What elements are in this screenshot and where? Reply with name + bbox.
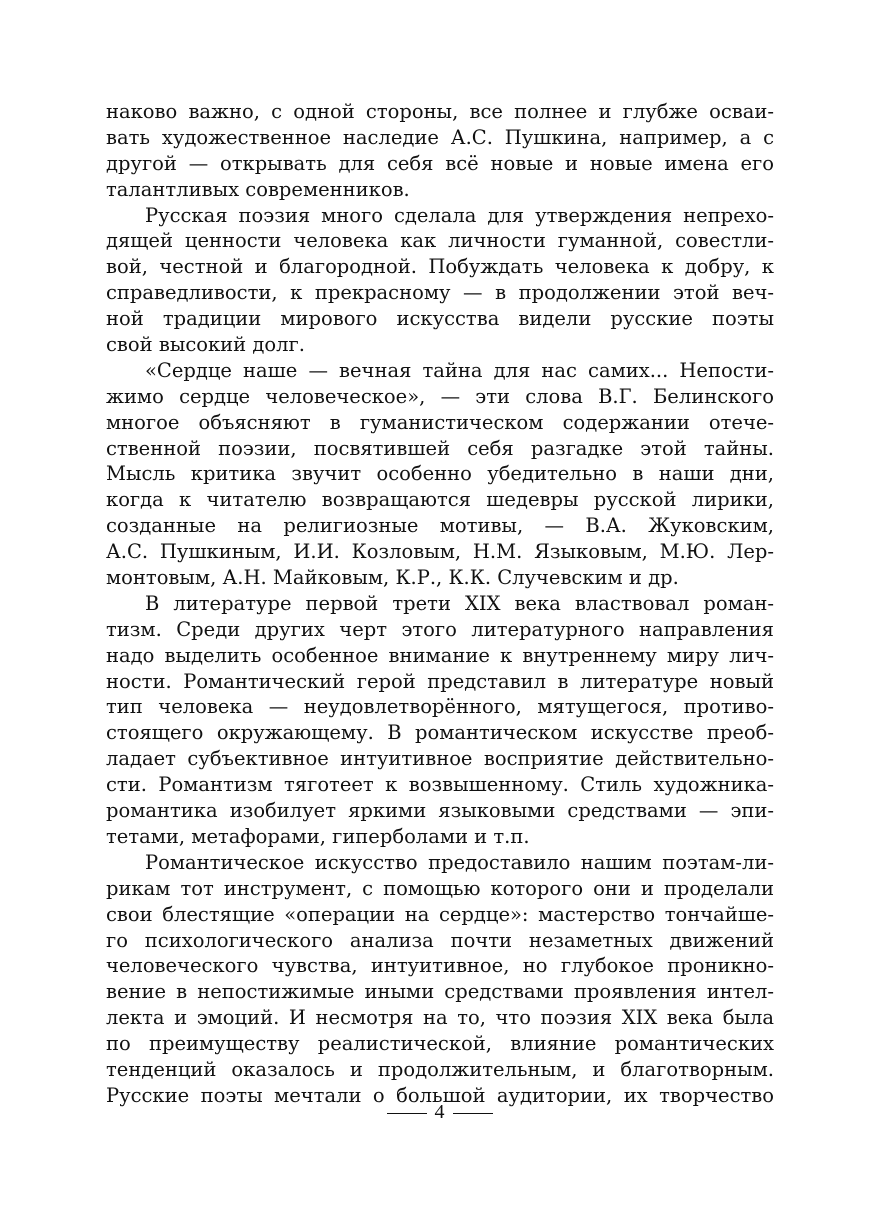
- text-line: ственной поэзии, посвятившей себя разгадке этой тайны.: [106, 436, 774, 460]
- right-dash-rule: [453, 1113, 493, 1114]
- text-line: вение в непостижимые иными средствами проявления интел-: [106, 980, 774, 1004]
- text-line: лекта и эмоций. И несмотря на то, что поэзия XIX века была: [106, 1006, 774, 1030]
- text-line: человеческого чувства, интуитивное, но глубокое проникно-: [106, 954, 774, 978]
- text-line: сти. Романтизм тяготеет к возвышенному. Стиль художника-: [106, 773, 774, 797]
- text-line: тетами, метафорами, гиперболами и т.п.: [106, 824, 530, 848]
- text-line: Русские поэты мечтали о большой аудитории, их творчество: [106, 1083, 774, 1107]
- text-line: рикам тот инструмент, с помощью которого они и проделали: [106, 876, 774, 900]
- text-line: «Сердце наше — вечная тайна для нас самих... Непости-: [145, 358, 774, 382]
- text-line: свой высокий долг.: [106, 333, 305, 357]
- text-line: наково важно, с одной стороны, все полнее и глубже осваи-: [106, 100, 774, 123]
- text-line: надо выделить особенное внимание к внутреннему миру лич-: [106, 643, 774, 667]
- text-line: А.С. Пушкиным, И.И. Козловым, Н.М. Языковым, М.Ю. Лер-: [106, 540, 774, 564]
- text-line: Романтическое искусство предоставило нашим поэтам-ли-: [145, 850, 774, 874]
- left-dash-rule: [387, 1113, 427, 1114]
- text-line: многое объясняют в гуманистическом содержании отече-: [106, 410, 774, 434]
- page-number: 4: [434, 1101, 445, 1123]
- text-line: ладает субъективное интуитивное восприятие действительно-: [106, 747, 774, 771]
- page-body-text: [106, 99, 774, 1109]
- text-line: свои блестящие «операции на сердце»: мастерство тончайше-: [106, 902, 774, 926]
- page-number-footer: [0, 1100, 879, 1124]
- text-line: монтовым, А.Н. Майковым, К.Р., К.К. Случевским и др.: [106, 566, 679, 590]
- text-line: тизм. Среди других черт этого литературного направления: [106, 617, 774, 641]
- text-line: другой — открывать для себя всё новые и новые имена его: [106, 151, 774, 175]
- text-line: талантливых современников.: [106, 177, 410, 201]
- text-line: ной традиции мирового искусства видели русские поэты: [106, 307, 774, 331]
- text-line: Мысль критика звучит особенно убедительно в наши дни,: [106, 462, 774, 486]
- text-line: вать художественное наследие А.С. Пушкина, например, а с: [106, 125, 774, 149]
- text-line: дящей ценности человека как личности гуманной, совестли-: [106, 229, 774, 253]
- text-line: вой, честной и благородной. Побуждать человека к добру, к: [106, 255, 774, 279]
- text-line: ности. Романтический герой представил в литературе новый: [106, 669, 774, 693]
- text-line: го психологического анализа почти незаметных движений: [106, 928, 774, 952]
- text-line: В литературе первой трети XIX века властвовал роман-: [145, 591, 774, 615]
- text-line: тенденций оказалось и продолжительным, и благотворным.: [106, 1057, 774, 1081]
- text-line: тип человека — неудовлетворённого, мятущегося, противо-: [106, 695, 774, 719]
- text-line: по преимуществу реалистической, влияние романтических: [106, 1032, 774, 1056]
- text-line: стоящего окружающему. В романтическом искусстве преоб-: [106, 721, 774, 745]
- text-line: романтика изобилует яркими языковыми средствами — эпи-: [106, 799, 774, 823]
- text-line: когда к читателю возвращаются шедевры русской лирики,: [106, 488, 774, 512]
- text-line: жимо сердце человеческое», — эти слова В.Г. Белинского: [106, 384, 774, 408]
- text-line: Русская поэзия много сделала для утверждения непрехо-: [145, 203, 774, 227]
- text-line: созданные на религиозные мотивы, — В.А. Жуковским,: [106, 514, 774, 538]
- text-line: справедливости, к прекрасному — в продолжении этой веч-: [106, 281, 774, 305]
